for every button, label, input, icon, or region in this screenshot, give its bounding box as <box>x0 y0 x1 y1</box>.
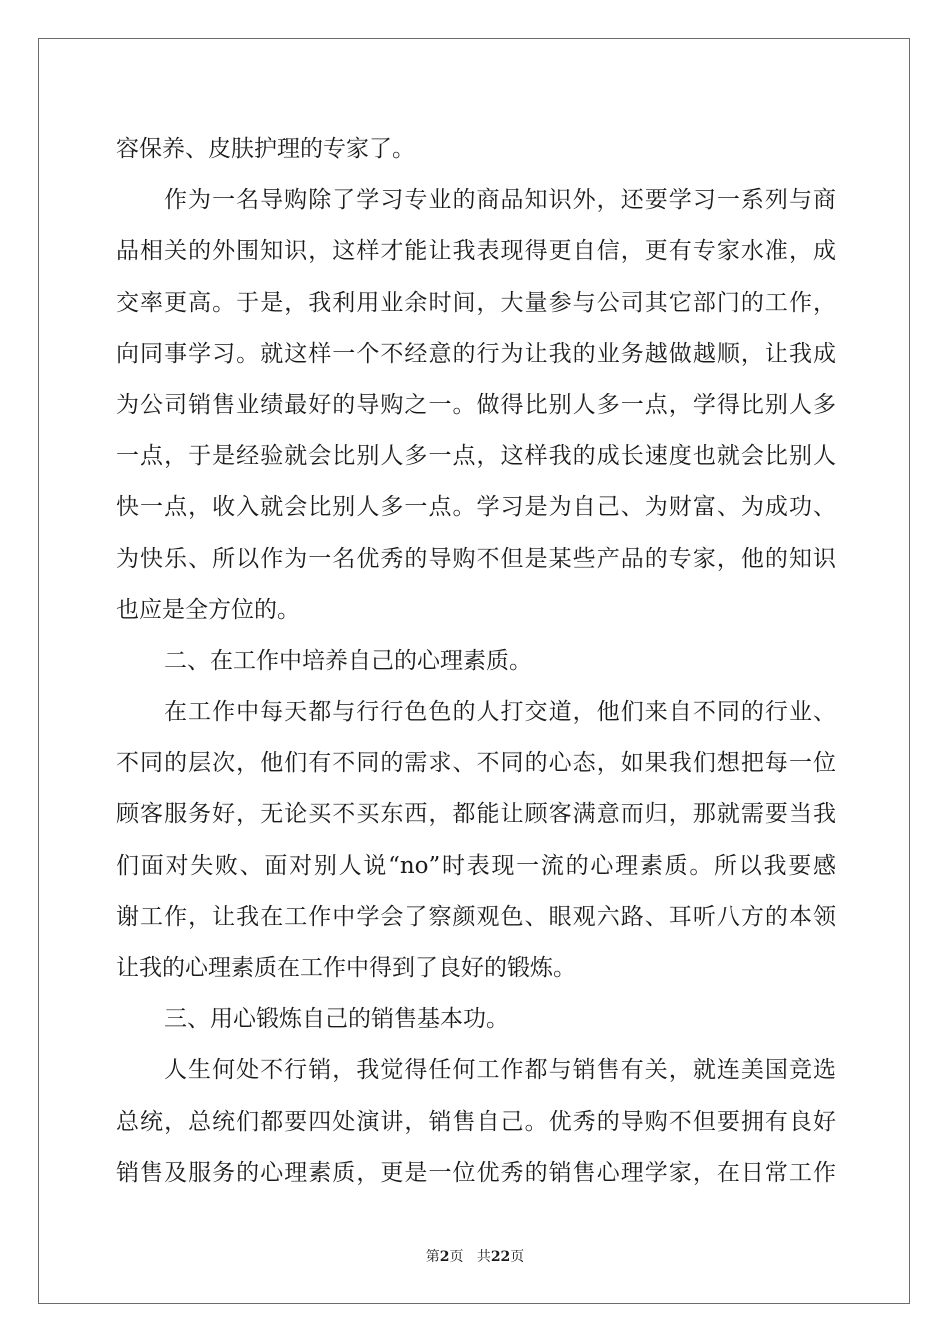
text-line: 销售及服务的心理素质，更是一位优秀的销售心理学家，在日常工作 <box>116 1159 836 1186</box>
text-line: 们面对失败、面对别人说“no”时表现一流的心理素质。所以我要感 <box>116 852 836 879</box>
document-body <box>116 124 836 1199</box>
page-suffix: 页 <box>449 1249 464 1265</box>
total-pages: 22 <box>490 1249 511 1265</box>
text-line: 品相关的外围知识，这样才能让我表现得更自信，更有专家水准，成 <box>116 238 836 265</box>
text-line: 谢工作，让我在工作中学会了察颜观色、眼观六路、耳听八方的本领 <box>116 903 836 930</box>
text-line: 交率更高。于是，我利用业余时间，大量参与公司其它部门的工作， <box>116 289 836 316</box>
text-line: 让我的心理素质在工作中得到了良好的锻炼。 <box>116 955 576 981</box>
text-line: 二、在工作中培养自己的心理素质。 <box>164 647 532 674</box>
text-line: 为快乐、所以作为一名优秀的导购不但是某些产品的专家，他的知识 <box>116 545 836 572</box>
text-line: 快一点，收入就会比别人多一点。学习是为自己、为财富、为成功、 <box>116 494 836 521</box>
text-line: 顾客服务好，无论买不买东西，都能让顾客满意而归，那就需要当我 <box>116 801 836 828</box>
text-line: 作为一名导购除了学习专业的商品知识外，还要学习一系列与商 <box>164 187 836 214</box>
text-line: 向同事学习。就这样一个不经意的行为让我的业务越做越顺，让我成 <box>116 340 836 367</box>
text-line: 总统，总统们都要四处演讲，销售自己。优秀的导购不但要拥有良好 <box>116 1108 836 1135</box>
text-line: 容保养、皮肤护理的专家了。 <box>116 136 415 162</box>
total-prefix: 共 <box>476 1249 491 1265</box>
page-prefix: 第 <box>425 1249 440 1265</box>
total-suffix: 页 <box>510 1249 525 1265</box>
text-line: 人生何处不行销，我觉得任何工作都与销售有关，就连美国竞选 <box>164 1057 836 1084</box>
text-line: 在工作中每天都与行行色色的人打交道，他们来自不同的行业、 <box>164 699 836 726</box>
text-line: 三、用心锻炼自己的销售基本功。 <box>164 1006 509 1033</box>
text-line: 不同的层次，他们有不同的需求、不同的心态，如果我们想把每一位 <box>116 750 836 777</box>
page-footer <box>0 1246 950 1266</box>
page-number: 2 <box>439 1249 450 1265</box>
text-line: 也应是全方位的。 <box>116 596 300 623</box>
text-line: 一点，于是经验就会比别人多一点，这样我的成长速度也就会比别人 <box>116 443 836 470</box>
text-line: 为公司销售业绩最好的导购之一。做得比别人多一点，学得比别人多 <box>116 391 836 418</box>
